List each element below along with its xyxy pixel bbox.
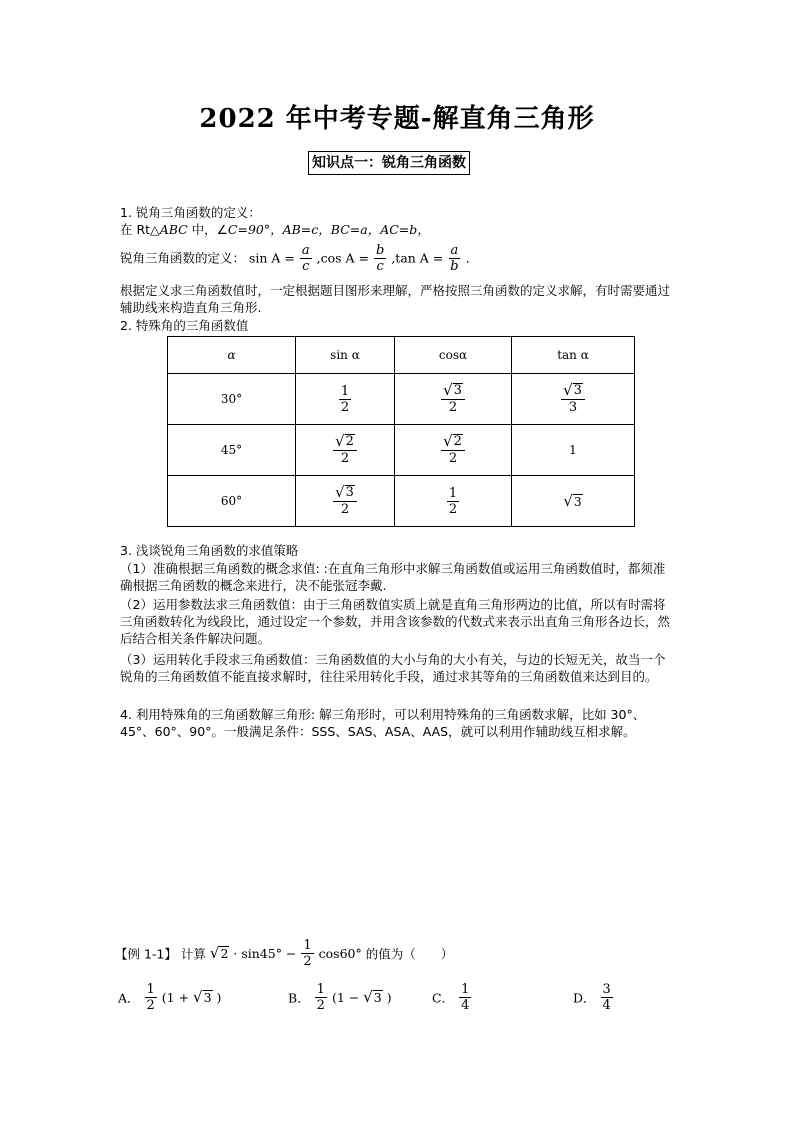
sin-cell: $\frac{1}{2}$: [296, 374, 395, 425]
angle-cell: 30°: [168, 374, 296, 425]
s3-paragraph-1: （1）准确根据三角函数的概念求值: :在直角三角形中求解三角函数值或运用三角函数值时，都须准确根据三角函数的概念来进行，决不能张冠李戴.: [120, 561, 666, 593]
s3-paragraph-3: （3）运用转化手段求三角函数值：三角函数值的大小与角的大小有关，与边的长短无关，故当一个锐角的三角函数值不能直接求解时，往往采用转化手段，通过求其等角的三角函数值来达到目的。: [120, 652, 666, 684]
s1-heading: 1. 锐角三角函数的定义：: [120, 205, 261, 220]
sin-cell: √ 2 2: [296, 425, 395, 476]
tan-cell: √ 3: [512, 476, 635, 527]
option-c[interactable]: C． $\frac{1}{4}$: [432, 982, 470, 1013]
header-tan: tan α: [512, 337, 635, 374]
tan-cell: 1: [512, 425, 635, 476]
option-b[interactable]: B． $\frac{1}{2}$ (1 − √ 3 ): [288, 982, 392, 1013]
example-question: 【例 1-1】 计算 √ 2 · sin45° − $\frac{1}{2}$ cos60° 的值为（ ）: [115, 938, 454, 969]
table-row: [168, 374, 635, 425]
header-cos: cosα: [395, 337, 512, 374]
table-row: [168, 425, 635, 476]
cos-fraction: $\frac{b}{c}$: [376, 243, 385, 274]
angle-cell: 60°: [168, 476, 296, 527]
s3-heading: 3. 浅谈锐角三角函数的求值策略: [120, 543, 299, 558]
cos-cell: √ 3 2: [395, 374, 512, 425]
option-a[interactable]: A． $\frac{1}{2}$ (1 + √ 3 ): [118, 982, 222, 1013]
table-header-row: [168, 337, 635, 374]
table-row: [168, 476, 635, 527]
tan-fraction: $\frac{a}{b}$: [450, 243, 459, 274]
option-d[interactable]: D． $\frac{3}{4}$: [573, 982, 611, 1013]
s4-paragraph: 4. 利用特殊角的三角函数解三角形: 解三角形时，可以利用特殊角的三角函数求解，比如 30°、45°、60°、90°。一般满足条件：SSS、SAS、ASA、AAS，就可以利用作辅助线互相求解。: [120, 707, 646, 739]
section-title: 知识点一：锐角三角函数: [308, 151, 470, 175]
header-alpha: α: [168, 337, 296, 374]
page-title: 2022 年中考专题-解直角三角形: [199, 104, 595, 134]
cos-cell: √ 2 2: [395, 425, 512, 476]
example-fraction: $\frac{1}{2}$: [303, 938, 312, 969]
s1-given: 在 Rt△ABC 中，∠C=90°，AB=c，BC=a，AC=b，: [120, 222, 430, 237]
cos-cell: $\frac{1}{2}$: [395, 476, 512, 527]
sin-cell: √ 3 2: [296, 476, 395, 527]
header-sin: sin α: [296, 337, 395, 374]
s2-heading: 2. 特殊角的三角函数值: [120, 318, 249, 333]
angle-cell: 45°: [168, 425, 296, 476]
sqrt-two: √ 2: [209, 944, 229, 962]
s1-note: 根据定义求三角函数值时，一定根据题目图形来理解，严格按照三角函数的定义求解，有时需要通过辅助线来构造直角三角形.: [120, 283, 671, 315]
special-angle-table: [167, 336, 635, 527]
tan-cell: √ 3 3: [512, 374, 635, 425]
s3-paragraph-2: （2）运用参数法求三角函数值：由于三角函数值实质上就是直角三角形两边的比值，所以有时需将三角函数转化为线段比，通过设定一个参数，并用含该参数的代数式来表示出直角三角形各边长，然后结合相关条件解决问题。: [120, 597, 671, 646]
sin-fraction: $\frac{a}{c}$: [301, 243, 310, 274]
s1-definition: 锐角三角函数的定义： sin A = $\frac{a}{c}$ ,cos A = $\frac{b}{c}$ ,tan A = $\frac{a}{b}$ .: [120, 243, 470, 274]
